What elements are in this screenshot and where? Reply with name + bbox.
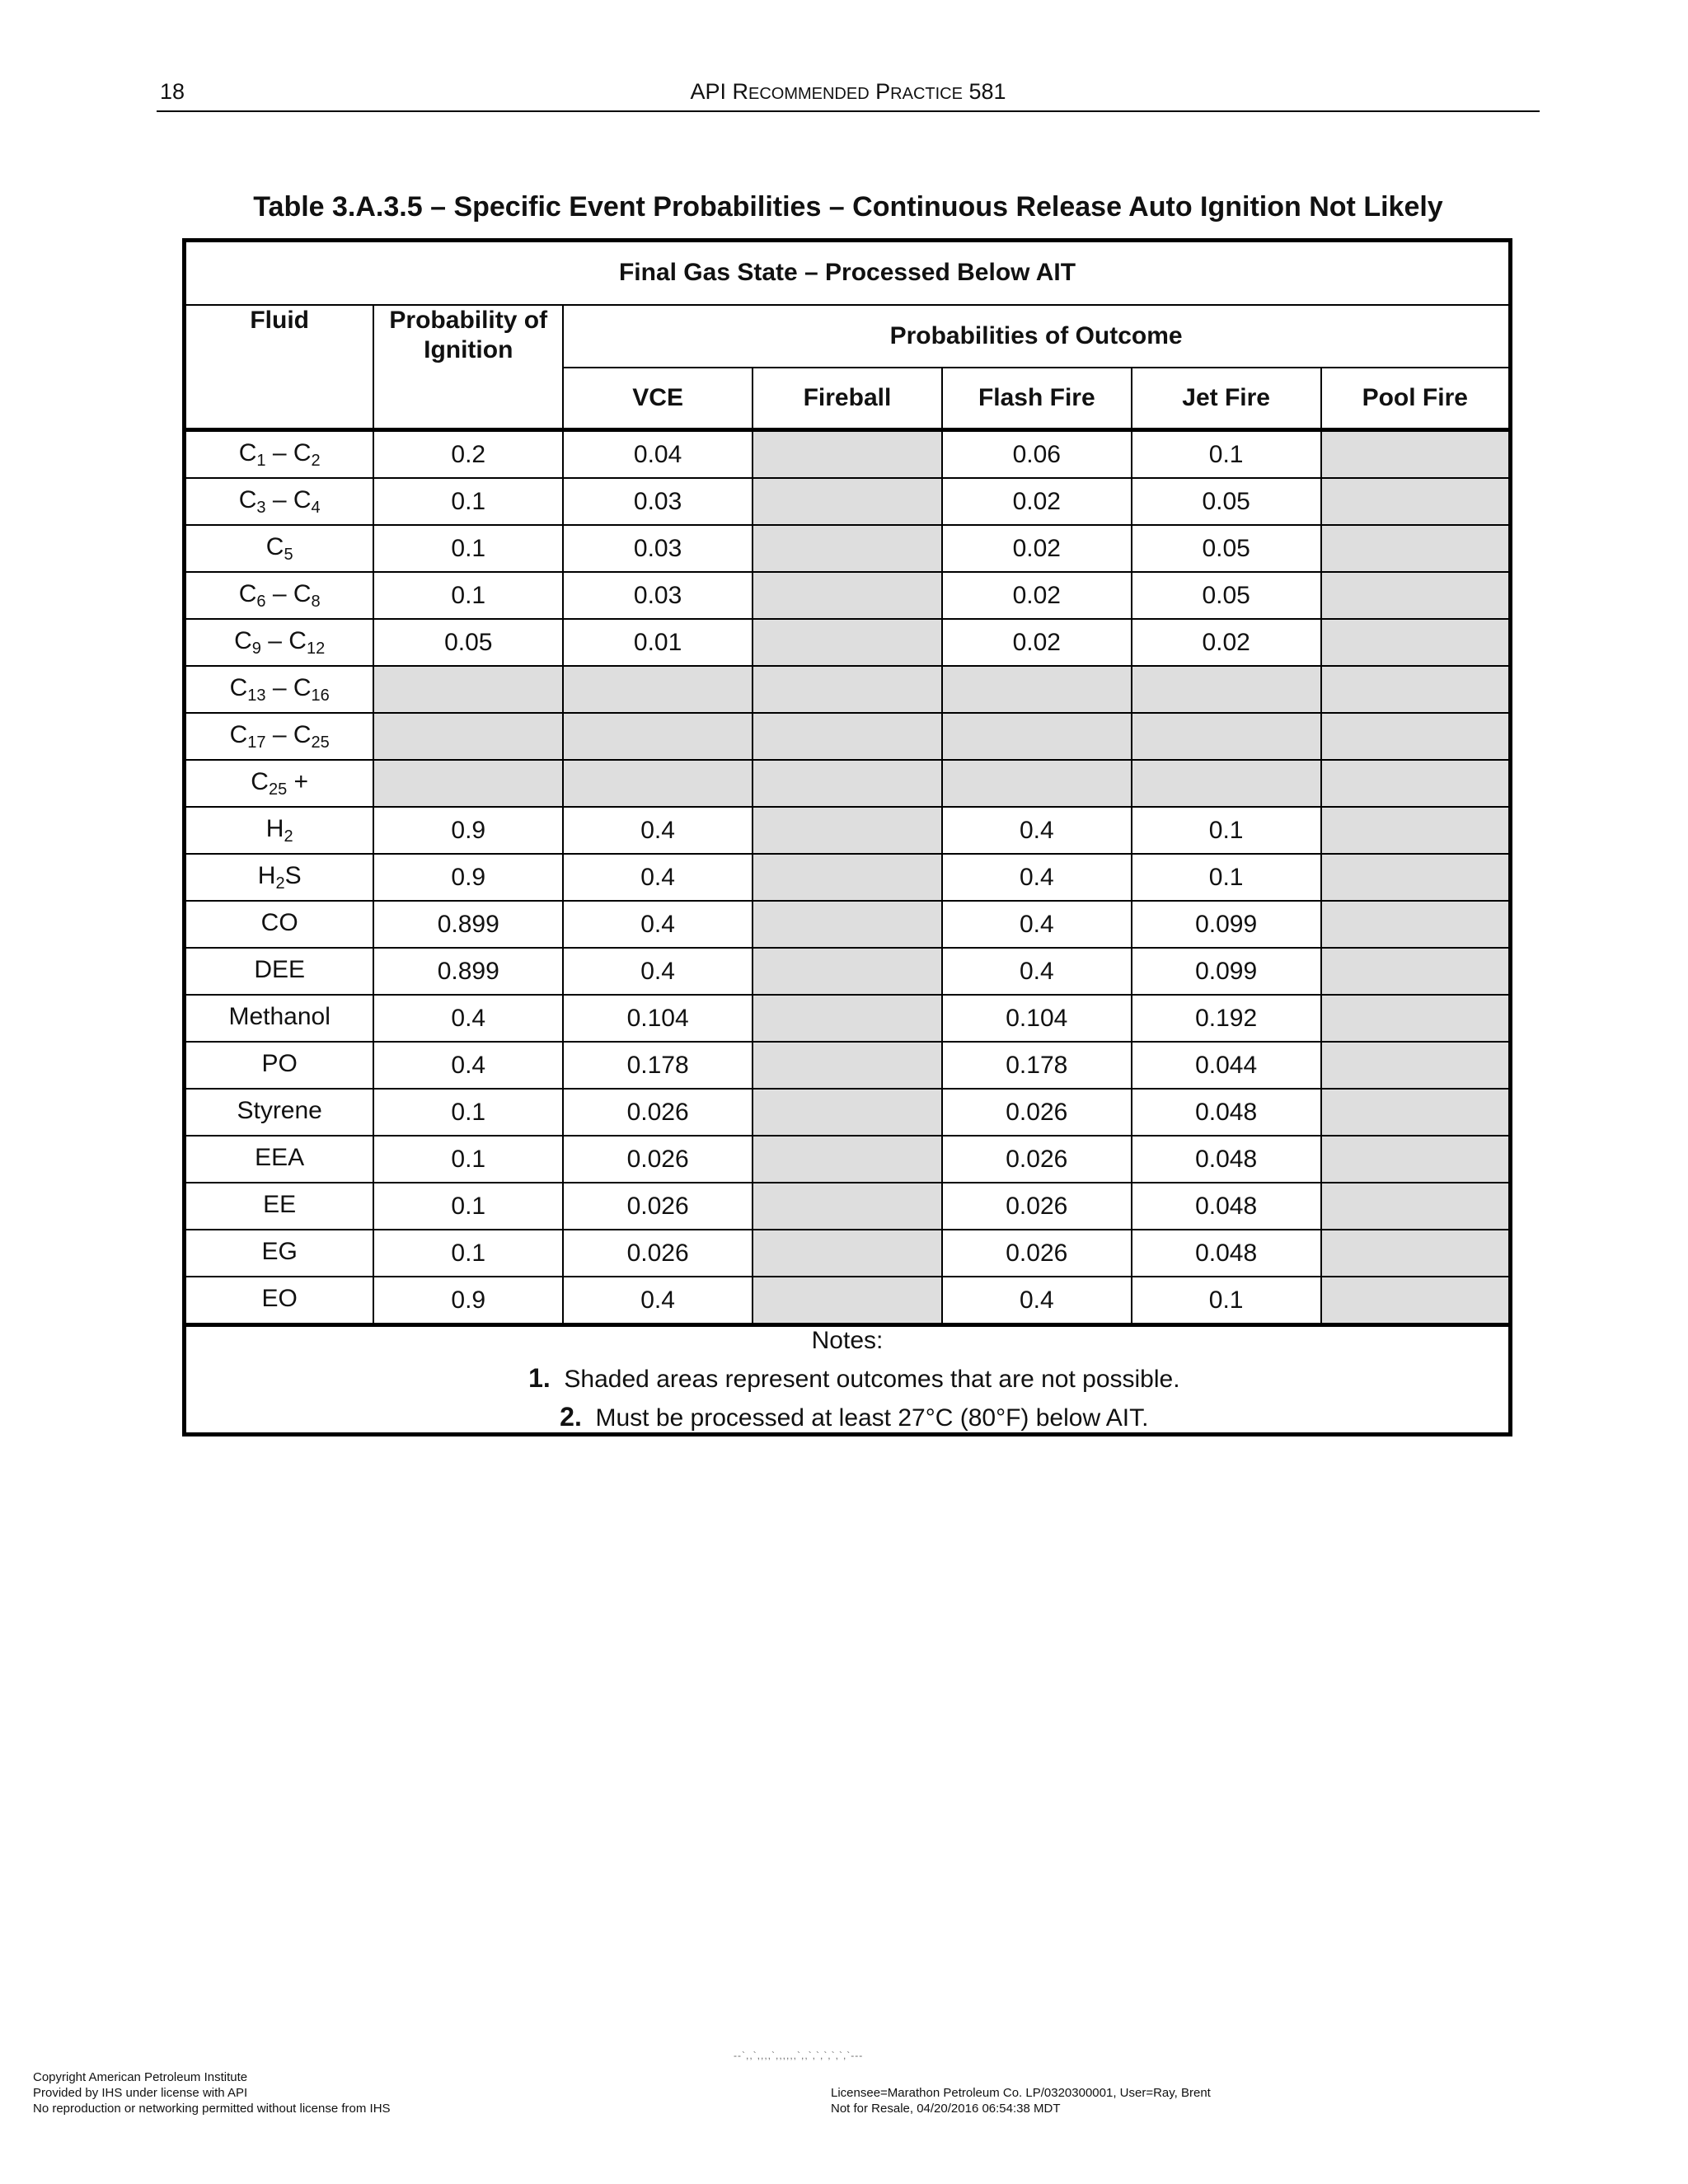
ignition-probability-cell: 0.4 (373, 995, 563, 1042)
vce-cell: 0.026 (563, 1230, 753, 1277)
fluid-name-part: C (238, 438, 257, 466)
fluid-name-part: – (265, 579, 293, 607)
flash-fire-cell: 0.4 (942, 948, 1132, 995)
jet-fire-cell: 0.1 (1132, 854, 1321, 901)
flash-fire-cell: 0.104 (942, 995, 1132, 1042)
flash-fire-cell: 0.026 (942, 1136, 1132, 1183)
pool-fire-cell (1321, 525, 1511, 572)
table-row (185, 807, 1511, 854)
vce-cell: 0.104 (563, 995, 753, 1042)
vce-cell: 0.026 (563, 1089, 753, 1136)
fluid-name-part: Styrene (237, 1096, 322, 1124)
running-head-part: ECOMMENDED (748, 85, 870, 103)
table-row (185, 1230, 1511, 1277)
ignition-probability-cell: 0.899 (373, 901, 563, 948)
flash-fire-cell: 0.026 (942, 1089, 1132, 1136)
notes-section (185, 1325, 1511, 1435)
pool-fire-column-header: Pool Fire (1321, 368, 1511, 430)
fluid-name-part: 2 (275, 874, 285, 893)
table-row (185, 619, 1511, 666)
fluid-name-part: 2 (284, 827, 293, 846)
pool-fire-cell (1321, 666, 1511, 713)
table-row (185, 713, 1511, 760)
fluid-name-part: 12 (306, 639, 326, 658)
flash-fire-cell (942, 713, 1132, 760)
fluid-cell (185, 807, 374, 854)
vce-cell: 0.4 (563, 1277, 753, 1325)
fireball-cell (753, 1183, 942, 1230)
flash-fire-cell: 0.4 (942, 1277, 1132, 1325)
vce-cell: 0.01 (563, 619, 753, 666)
table-row (185, 901, 1511, 948)
fireball-cell (753, 1089, 942, 1136)
table-row (185, 854, 1511, 901)
table-body (185, 430, 1511, 1325)
jet-fire-cell: 0.1 (1132, 807, 1321, 854)
fluid-cell (185, 1089, 374, 1136)
flash-fire-cell: 0.026 (942, 1183, 1132, 1230)
fireball-cell (753, 1042, 942, 1089)
fluid-name-part: 9 (251, 639, 261, 658)
note-item (186, 1402, 1508, 1432)
table-row (185, 572, 1511, 619)
vce-cell: 0.178 (563, 1042, 753, 1089)
footer-license (831, 2085, 1211, 2116)
jet-fire-cell: 0.05 (1132, 525, 1321, 572)
pool-fire-cell (1321, 995, 1511, 1042)
ignition-probability-cell: 0.1 (373, 1230, 563, 1277)
probabilities-of-outcome-header: Probabilities of Outcome (563, 305, 1510, 368)
fluid-name-part: CO (260, 908, 298, 936)
pool-fire-cell (1321, 901, 1511, 948)
fireball-cell (753, 807, 942, 854)
fluid-name-part: C (238, 485, 257, 513)
pool-fire-cell (1321, 1277, 1511, 1325)
ignition-probability-cell (373, 760, 563, 807)
note-text: Must be processed at least 27°C (80°F) below AIT. (595, 1404, 1149, 1432)
fireball-cell (753, 1230, 942, 1277)
ignition-probability-cell: 0.2 (373, 430, 563, 479)
fluid-name-part: C (293, 720, 312, 748)
ignition-probability-cell: 0.899 (373, 948, 563, 995)
fluid-name-part: EEA (255, 1143, 305, 1171)
header-line: Probability of (389, 306, 548, 334)
flash-fire-cell: 0.06 (942, 430, 1132, 479)
jet-fire-cell: 0.044 (1132, 1042, 1321, 1089)
vce-cell: 0.026 (563, 1136, 753, 1183)
pool-fire-cell (1321, 807, 1511, 854)
pool-fire-cell (1321, 1136, 1511, 1183)
footer-copyright (33, 2069, 391, 2116)
vce-cell (563, 760, 753, 807)
vce-cell: 0.04 (563, 430, 753, 479)
running-head-part: RACTICE (890, 85, 963, 103)
fluid-name-part: + (287, 767, 309, 795)
fluid-name-part: – (265, 720, 293, 748)
pool-fire-cell (1321, 619, 1511, 666)
fluid-cell (185, 1042, 374, 1089)
fluid-cell (185, 995, 374, 1042)
table-row (185, 995, 1511, 1042)
vce-cell: 0.03 (563, 525, 753, 572)
fireball-cell (753, 1277, 942, 1325)
pool-fire-cell (1321, 948, 1511, 995)
fluid-name-part: 4 (311, 498, 321, 517)
fluid-name-part: 8 (311, 592, 321, 611)
jet-fire-cell: 0.048 (1132, 1136, 1321, 1183)
footer-line: Copyright American Petroleum Institute (33, 2070, 248, 2084)
fluid-name-part: 25 (311, 733, 330, 752)
watermark-dots: --`,,`,,,,`,,,,,,`,,`,`,`,`,`,`--- (734, 2050, 864, 2061)
vce-cell: 0.4 (563, 901, 753, 948)
fireball-cell (753, 525, 942, 572)
header-line: Ignition (424, 335, 513, 363)
fluid-name-part: C (229, 673, 248, 701)
fluid-name-part: – (265, 673, 293, 701)
fluid-cell (185, 619, 374, 666)
fluid-name-part: PO (261, 1049, 298, 1077)
running-head-part: 581 (962, 79, 1006, 104)
fluid-name-part: C (293, 485, 312, 513)
fluid-name-part: H (257, 861, 276, 889)
running-head-part: P (869, 79, 891, 104)
table-row (185, 666, 1511, 713)
pool-fire-cell (1321, 1183, 1511, 1230)
fluid-name-part: Methanol (228, 1002, 331, 1030)
fluid-name-part: 17 (247, 733, 266, 752)
flash-fire-cell: 0.02 (942, 525, 1132, 572)
jet-fire-cell: 0.048 (1132, 1089, 1321, 1136)
fluid-name-part: 2 (311, 451, 321, 470)
fireball-cell (753, 854, 942, 901)
pool-fire-cell (1321, 478, 1511, 525)
pool-fire-cell (1321, 1042, 1511, 1089)
note-number: 1. (528, 1363, 551, 1393)
fireball-cell (753, 760, 942, 807)
ignition-probability-cell: 0.1 (373, 1089, 563, 1136)
ignition-probability-cell (373, 713, 563, 760)
fluid-cell (185, 478, 374, 525)
fireball-cell (753, 619, 942, 666)
fluid-name-part: 13 (247, 686, 266, 705)
fluid-name-part: 1 (256, 451, 266, 470)
fluid-cell (185, 1136, 374, 1183)
fluid-name-part: C (229, 720, 248, 748)
fluid-cell (185, 901, 374, 948)
fluid-cell (185, 1183, 374, 1230)
fluid-name-part: – (265, 485, 293, 513)
fluid-cell (185, 760, 374, 807)
ignition-probability-cell: 0.1 (373, 1183, 563, 1230)
fluid-name-part: C (293, 673, 312, 701)
fluid-name-part: C (288, 626, 307, 654)
fluid-name-part: – (260, 626, 289, 654)
flash-fire-cell (942, 760, 1132, 807)
fluid-cell (185, 713, 374, 760)
pool-fire-cell (1321, 713, 1511, 760)
jet-fire-cell: 0.02 (1132, 619, 1321, 666)
footer-line: Licensee=Marathon Petroleum Co. LP/0320300001, User=Ray, Brent (831, 2086, 1211, 2100)
flash-fire-cell: 0.178 (942, 1042, 1132, 1089)
table-row (185, 760, 1511, 807)
jet-fire-cell: 0.048 (1132, 1183, 1321, 1230)
fireball-cell (753, 1136, 942, 1183)
flash-fire-cell: 0.02 (942, 619, 1132, 666)
pool-fire-cell (1321, 430, 1511, 479)
fluid-name-part: H (265, 814, 284, 842)
fluid-name-part: 25 (268, 780, 288, 799)
table-row (185, 525, 1511, 572)
event-probability-table (182, 238, 1512, 1436)
fireball-cell (753, 995, 942, 1042)
fireball-cell (753, 430, 942, 479)
footer-line: Provided by IHS under license with API (33, 2086, 248, 2100)
ignition-probability-cell: 0.9 (373, 807, 563, 854)
footer-line: No reproduction or networking permitted without license from IHS (33, 2102, 391, 2116)
fireball-cell (753, 572, 942, 619)
note-number: 2. (560, 1402, 582, 1432)
fluid-name-part: C (293, 579, 312, 607)
running-head (157, 79, 1540, 105)
ignition-probability-cell: 0.05 (373, 619, 563, 666)
fireball-cell (753, 948, 942, 995)
ignition-probability-cell: 0.9 (373, 1277, 563, 1325)
fluid-name-part: C (234, 626, 252, 654)
probability-of-ignition-header (373, 305, 563, 430)
fluid-name-part: 3 (256, 498, 266, 517)
fluid-name-part: 16 (311, 686, 330, 705)
fluid-name-part: EO (261, 1284, 298, 1312)
pool-fire-cell (1321, 1089, 1511, 1136)
jet-fire-cell: 0.099 (1132, 948, 1321, 995)
vce-cell: 0.4 (563, 948, 753, 995)
flash-fire-cell: 0.02 (942, 572, 1132, 619)
jet-fire-cell: 0.05 (1132, 572, 1321, 619)
table-row (185, 478, 1511, 525)
flash-fire-cell: 0.026 (942, 1230, 1132, 1277)
jet-fire-cell (1132, 666, 1321, 713)
fluid-name-part: C (265, 532, 284, 560)
running-head-part: API R (690, 79, 748, 104)
jet-fire-cell: 0.099 (1132, 901, 1321, 948)
fluid-cell (185, 572, 374, 619)
flash-fire-cell: 0.4 (942, 901, 1132, 948)
vce-cell: 0.03 (563, 572, 753, 619)
vce-cell: 0.026 (563, 1183, 753, 1230)
fireball-cell (753, 478, 942, 525)
table-row (185, 1183, 1511, 1230)
note-item (186, 1363, 1508, 1394)
vce-cell: 0.03 (563, 478, 753, 525)
table-row (185, 1042, 1511, 1089)
fluid-name-part: – (265, 438, 293, 466)
fluid-name-part: EE (263, 1190, 297, 1218)
vce-cell: 0.4 (563, 807, 753, 854)
fluid-cell (185, 1277, 374, 1325)
flash-fire-column-header: Flash Fire (942, 368, 1132, 430)
table-row (185, 1136, 1511, 1183)
fluid-name-part: 6 (256, 592, 266, 611)
vce-cell (563, 666, 753, 713)
fireball-column-header: Fireball (753, 368, 942, 430)
fluid-name-part: C (293, 438, 312, 466)
flash-fire-cell: 0.02 (942, 478, 1132, 525)
fluid-cell (185, 430, 374, 479)
jet-fire-cell: 0.1 (1132, 1277, 1321, 1325)
table-row (185, 948, 1511, 995)
fireball-cell (753, 713, 942, 760)
page-header (157, 79, 1540, 112)
fluid-name-part: C (238, 579, 257, 607)
fluid-cell (185, 525, 374, 572)
pool-fire-cell (1321, 1230, 1511, 1277)
fluid-column-header: Fluid (185, 305, 374, 430)
pool-fire-cell (1321, 854, 1511, 901)
jet-fire-cell: 0.05 (1132, 478, 1321, 525)
fluid-cell (185, 854, 374, 901)
jet-fire-column-header: Jet Fire (1132, 368, 1321, 430)
ignition-probability-cell: 0.4 (373, 1042, 563, 1089)
fluid-name-part: DEE (254, 955, 306, 983)
final-gas-state-header: Final Gas State – Processed Below AIT (185, 241, 1511, 305)
ignition-probability-cell: 0.1 (373, 1136, 563, 1183)
fluid-cell (185, 1230, 374, 1277)
vce-column-header: VCE (563, 368, 753, 430)
table-row (185, 1277, 1511, 1325)
jet-fire-cell: 0.1 (1132, 430, 1321, 479)
fluid-cell (185, 948, 374, 995)
flash-fire-cell (942, 666, 1132, 713)
fluid-name-part: C (251, 767, 269, 795)
jet-fire-cell: 0.048 (1132, 1230, 1321, 1277)
flash-fire-cell: 0.4 (942, 807, 1132, 854)
page-number: 18 (160, 79, 185, 104)
table-row (185, 430, 1511, 479)
fluid-name-part: 5 (284, 545, 293, 564)
jet-fire-cell (1132, 713, 1321, 760)
vce-cell (563, 713, 753, 760)
fireball-cell (753, 666, 942, 713)
table-row (185, 1089, 1511, 1136)
footer-line: Not for Resale, 04/20/2016 06:54:38 MDT (831, 2102, 1061, 2116)
fluid-name-part: EG (261, 1237, 298, 1265)
fireball-cell (753, 901, 942, 948)
fluid-name-part: S (284, 861, 302, 889)
pool-fire-cell (1321, 760, 1511, 807)
note-text: Shaded areas represent outcomes that are not possible. (564, 1366, 1180, 1393)
notes-title: Notes: (811, 1327, 884, 1354)
ignition-probability-cell: 0.9 (373, 854, 563, 901)
jet-fire-cell (1132, 760, 1321, 807)
ignition-probability-cell: 0.1 (373, 478, 563, 525)
pool-fire-cell (1321, 572, 1511, 619)
flash-fire-cell: 0.4 (942, 854, 1132, 901)
vce-cell: 0.4 (563, 854, 753, 901)
ignition-probability-cell: 0.1 (373, 525, 563, 572)
ignition-probability-cell: 0.1 (373, 572, 563, 619)
table-title: Table 3.A.3.5 – Specific Event Probabilities – Continuous Release Auto Ignition Not Likely (253, 191, 1443, 223)
fluid-cell (185, 666, 374, 713)
jet-fire-cell: 0.192 (1132, 995, 1321, 1042)
ignition-probability-cell (373, 666, 563, 713)
